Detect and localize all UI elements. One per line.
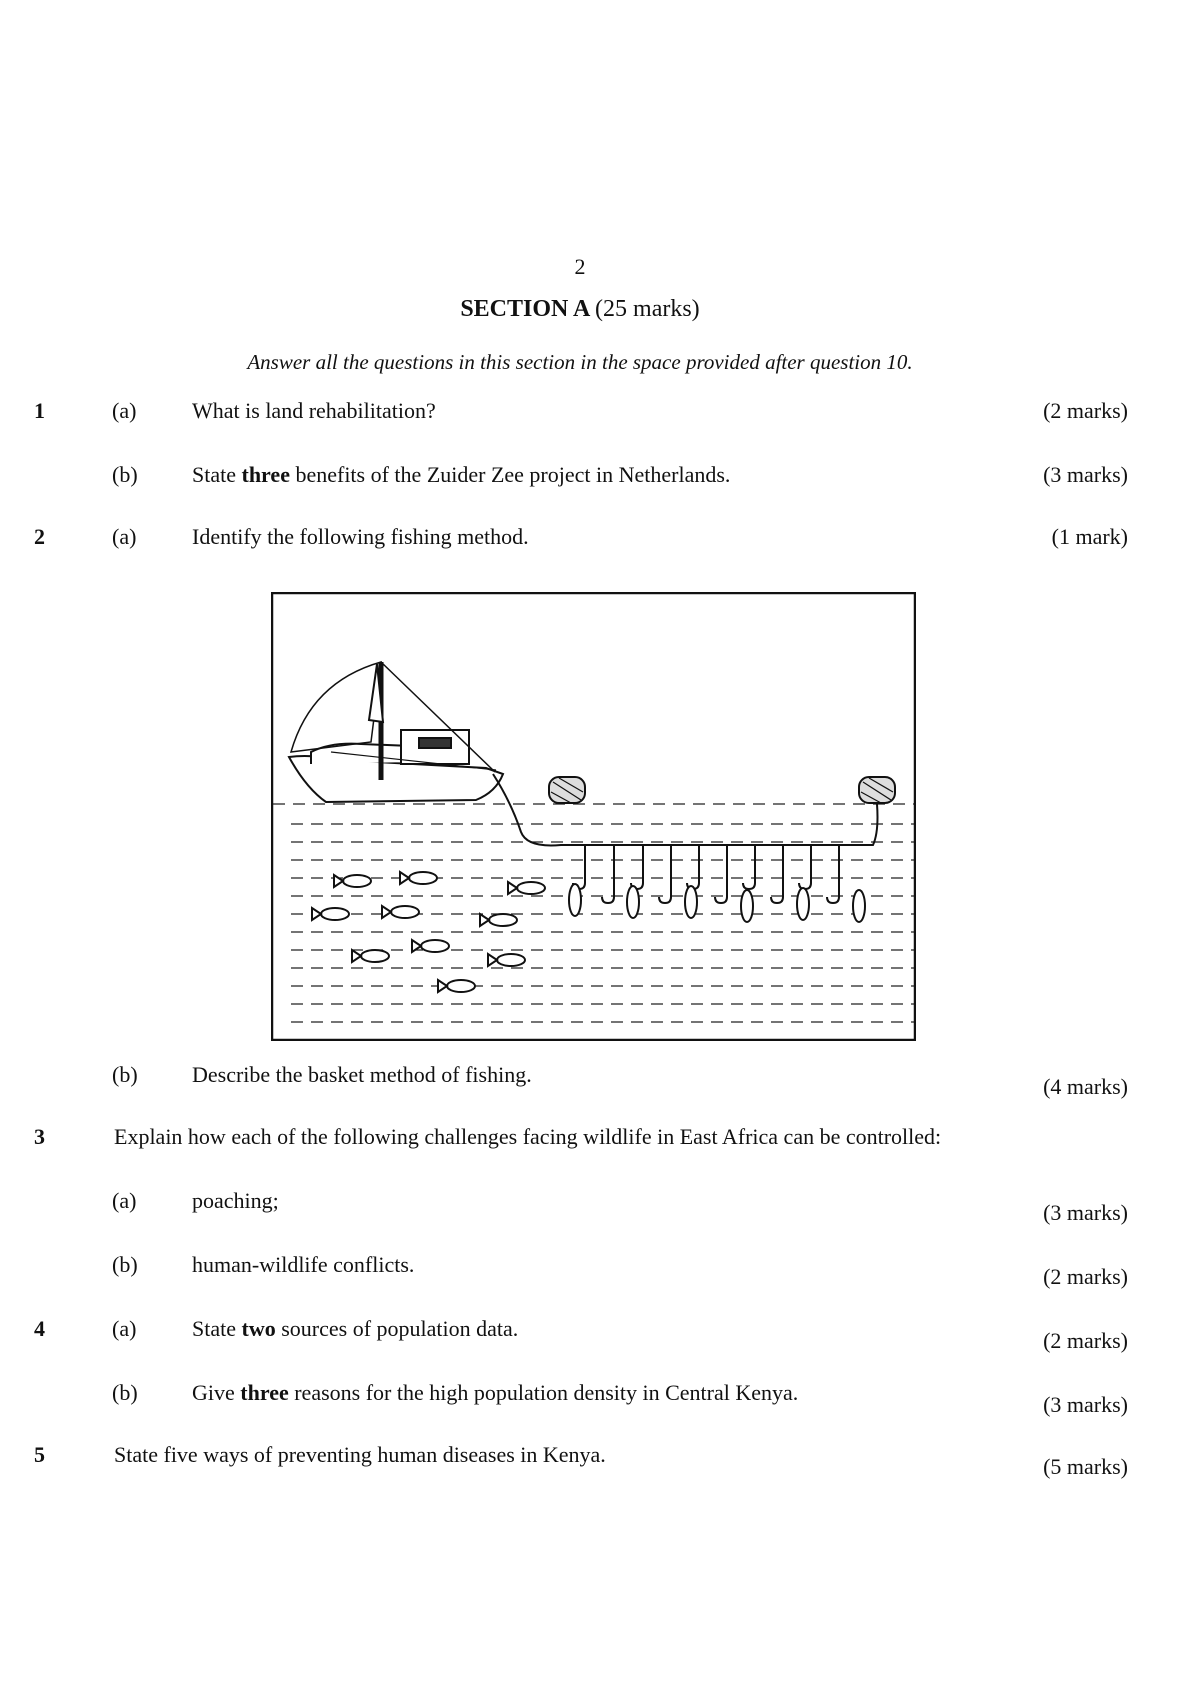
- question-number: 1: [34, 398, 45, 423]
- marks: (5 marks): [1043, 1454, 1128, 1479]
- question-3a: [0, 1188, 1200, 1225]
- question-3b: [0, 1252, 1200, 1289]
- marks: (2 marks): [1043, 1328, 1128, 1353]
- sub-label: (a): [112, 1316, 137, 1341]
- question-text: Explain how each of the following challenges facing wildlife in East Africa can be controlled:: [114, 1124, 942, 1149]
- marks: (3 marks): [1043, 1392, 1128, 1417]
- question-1a: [0, 398, 1200, 432]
- sub-label: (a): [112, 524, 137, 549]
- emphasis: two: [241, 1316, 276, 1341]
- section-marks: (25 marks): [595, 296, 700, 322]
- marks: (3 marks): [1043, 462, 1128, 487]
- marks: (3 marks): [1043, 1200, 1128, 1225]
- section-heading: [0, 296, 1160, 323]
- emphasis: three: [240, 1380, 289, 1405]
- section-title: SECTION A: [460, 296, 590, 322]
- sub-label: (b): [112, 1380, 138, 1405]
- question-text: State three benefits of the Zuider Zee project in Netherlands.: [192, 462, 731, 487]
- question-number: 4: [34, 1316, 45, 1341]
- marks: (4 marks): [1043, 1074, 1128, 1099]
- question-text: Give three reasons for the high population density in Central Kenya.: [192, 1380, 799, 1405]
- fishing-method-figure: [271, 592, 916, 1041]
- question-text: poaching;: [192, 1188, 279, 1213]
- sub-label: (a): [112, 1188, 137, 1213]
- question-text: State two sources of population data.: [192, 1316, 519, 1341]
- page-number: 2: [574, 254, 586, 279]
- question-4a: [0, 1316, 1200, 1353]
- sub-label: (a): [112, 398, 137, 423]
- question-number: 5: [34, 1442, 45, 1467]
- question-2a: [0, 524, 1200, 558]
- question-text: human-wildlife conflicts.: [192, 1252, 415, 1277]
- instructions: Answer all the questions in this section in the space provided after question 10.: [247, 350, 913, 374]
- question-1b: [0, 462, 1200, 496]
- question-4b: [0, 1380, 1200, 1417]
- question-text: What is land rehabilitation?: [192, 398, 436, 423]
- marks: (2 marks): [1043, 1264, 1128, 1289]
- question-text: Identify the following fishing method.: [192, 524, 529, 549]
- emphasis: three: [241, 462, 290, 487]
- question-number: 3: [34, 1124, 45, 1149]
- sub-label: (b): [112, 1252, 138, 1277]
- question-number: 2: [34, 524, 45, 549]
- sub-label: (b): [112, 462, 138, 487]
- question-2b: [0, 1062, 1200, 1099]
- question-3: [0, 1124, 1200, 1158]
- marks: (1 mark): [1051, 524, 1128, 549]
- sub-label: (b): [112, 1062, 138, 1087]
- question-5: [0, 1442, 1200, 1479]
- question-text: Describe the basket method of fishing.: [192, 1062, 532, 1087]
- question-text: State five ways of preventing human diseases in Kenya.: [114, 1442, 606, 1467]
- marks: (2 marks): [1043, 398, 1128, 423]
